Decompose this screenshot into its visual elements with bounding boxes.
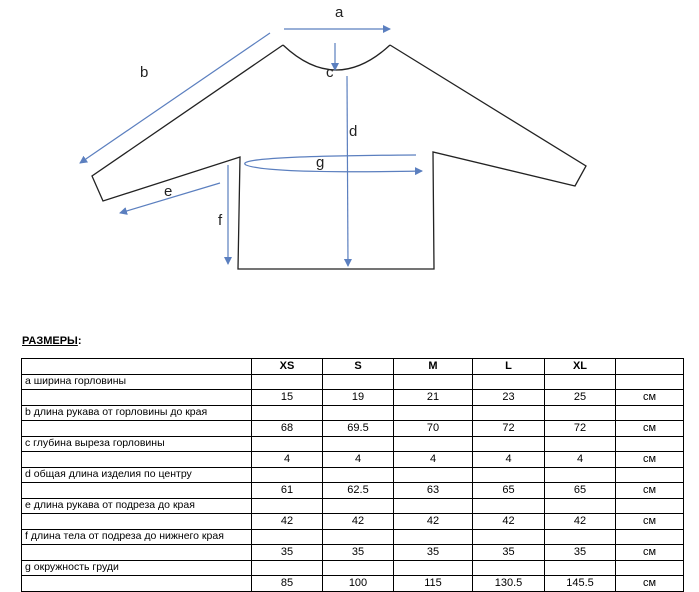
label-b: b (140, 64, 149, 81)
blank-cell (545, 529, 616, 545)
measurement-label: a ширина горловины (22, 374, 252, 390)
blank-cell (22, 514, 252, 530)
blank-cell (394, 498, 473, 514)
blank-cell (616, 467, 684, 483)
header-size-s: S (323, 359, 394, 375)
blank-cell (323, 560, 394, 576)
label-c: c (326, 64, 334, 81)
unit-cell: см (616, 514, 684, 530)
blank-cell (394, 467, 473, 483)
blank-cell (394, 529, 473, 545)
measurement-value: 4 (323, 452, 394, 468)
blank-cell (545, 374, 616, 390)
blank-cell (323, 374, 394, 390)
measurement-value: 4 (473, 452, 545, 468)
blank-cell (545, 560, 616, 576)
measurement-label: g окружность груди (22, 560, 252, 576)
blank-cell (22, 390, 252, 406)
header-size-xs: XS (252, 359, 323, 375)
unit-cell: см (616, 421, 684, 437)
measurement-value: 15 (252, 390, 323, 406)
blank-cell (473, 498, 545, 514)
blank-cell (323, 498, 394, 514)
label-g: g (316, 154, 325, 171)
blank-cell (473, 405, 545, 421)
measurement-value: 42 (473, 514, 545, 530)
blank-cell (473, 374, 545, 390)
blank-cell (616, 436, 684, 452)
blank-cell (22, 452, 252, 468)
blank-cell (252, 405, 323, 421)
header-unit-blank (616, 359, 684, 375)
blank-cell (22, 483, 252, 499)
measurement-label-row (22, 467, 684, 483)
blank-cell (22, 421, 252, 437)
sweater-body-outline (92, 45, 586, 269)
header-size-m: M (394, 359, 473, 375)
blank-cell (616, 405, 684, 421)
measurement-label: c глубина выреза горловины (22, 436, 252, 452)
measurement-value: 68 (252, 421, 323, 437)
header-size-xl: XL (545, 359, 616, 375)
measurement-value: 85 (252, 576, 323, 592)
measurement-value: 42 (545, 514, 616, 530)
blank-cell (545, 405, 616, 421)
measurement-value: 72 (473, 421, 545, 437)
sizes-heading-text: РАЗМЕРЫ (22, 335, 78, 347)
measurement-values-row (22, 390, 684, 406)
arrow-g (245, 155, 422, 172)
measurement-value: 19 (323, 390, 394, 406)
neckline (283, 45, 390, 70)
measurement-values-row (22, 514, 684, 530)
blank-cell (323, 467, 394, 483)
blank-cell (616, 374, 684, 390)
blank-cell (616, 498, 684, 514)
blank-cell (473, 560, 545, 576)
unit-cell: см (616, 390, 684, 406)
measurement-value: 35 (545, 545, 616, 561)
measurement-value: 25 (545, 390, 616, 406)
sizes-heading (22, 335, 81, 347)
measurement-value: 21 (394, 390, 473, 406)
measurement-label-row (22, 405, 684, 421)
sweater-outline (92, 45, 586, 269)
blank-cell (252, 498, 323, 514)
blank-cell (323, 405, 394, 421)
header-size-l: L (473, 359, 545, 375)
measurement-value: 69.5 (323, 421, 394, 437)
measurement-value: 65 (473, 483, 545, 499)
blank-cell (616, 560, 684, 576)
blank-cell (545, 467, 616, 483)
measurement-value: 42 (323, 514, 394, 530)
measurement-value: 61 (252, 483, 323, 499)
measurement-value: 130.5 (473, 576, 545, 592)
blank-cell (22, 545, 252, 561)
measurement-label-row (22, 436, 684, 452)
measurement-value: 4 (394, 452, 473, 468)
arrow-b (80, 33, 270, 163)
measurement-value: 65 (545, 483, 616, 499)
measurement-values-row (22, 576, 684, 592)
header-blank-cell (22, 359, 252, 375)
measurement-value: 35 (323, 545, 394, 561)
blank-cell (394, 405, 473, 421)
measurement-label: b длина рукава от горловины до края (22, 405, 252, 421)
unit-cell: см (616, 452, 684, 468)
measurement-value: 42 (252, 514, 323, 530)
measurement-value: 35 (394, 545, 473, 561)
blank-cell (252, 529, 323, 545)
measurement-label-row (22, 498, 684, 514)
measurement-value: 4 (545, 452, 616, 468)
measurement-label-row (22, 374, 684, 390)
label-f: f (218, 212, 223, 229)
measurement-values-row (22, 421, 684, 437)
label-d: d (349, 123, 358, 140)
blank-cell (545, 436, 616, 452)
blank-cell (545, 498, 616, 514)
blank-cell (252, 560, 323, 576)
measurement-value: 72 (545, 421, 616, 437)
blank-cell (394, 560, 473, 576)
measurement-value: 63 (394, 483, 473, 499)
measurement-value: 35 (473, 545, 545, 561)
unit-cell: см (616, 576, 684, 592)
measurement-values-row (22, 545, 684, 561)
measurement-value: 70 (394, 421, 473, 437)
blank-cell (394, 436, 473, 452)
measurement-value: 42 (394, 514, 473, 530)
label-a: a (335, 4, 344, 21)
measurement-value: 35 (252, 545, 323, 561)
measurement-label: f длина тела от подреза до нижнего края (22, 529, 252, 545)
blank-cell (22, 576, 252, 592)
measurement-values-row (22, 452, 684, 468)
blank-cell (616, 529, 684, 545)
measurement-arrows (80, 29, 422, 266)
blank-cell (323, 436, 394, 452)
unit-cell: см (616, 483, 684, 499)
measurement-value: 4 (252, 452, 323, 468)
label-e: e (164, 183, 173, 200)
measurement-value: 115 (394, 576, 473, 592)
blank-cell (252, 467, 323, 483)
measurement-values-row (22, 483, 684, 499)
measurement-label: e длина рукава от подреза до края (22, 498, 252, 514)
blank-cell (252, 374, 323, 390)
blank-cell (394, 374, 473, 390)
measurement-label-row (22, 529, 684, 545)
size-table (21, 358, 684, 592)
measurement-value: 145.5 (545, 576, 616, 592)
blank-cell (473, 529, 545, 545)
measurement-label-row (22, 560, 684, 576)
unit-cell: см (616, 545, 684, 561)
measurement-value: 62.5 (323, 483, 394, 499)
measurement-label: d общая длина изделия по центру (22, 467, 252, 483)
blank-cell (473, 436, 545, 452)
blank-cell (252, 436, 323, 452)
sizes-heading-colon: : (77, 335, 82, 347)
blank-cell (323, 529, 394, 545)
blank-cell (473, 467, 545, 483)
measurement-value: 23 (473, 390, 545, 406)
arrow-d (347, 76, 348, 266)
measurement-value: 100 (323, 576, 394, 592)
size-header-row (22, 359, 684, 375)
